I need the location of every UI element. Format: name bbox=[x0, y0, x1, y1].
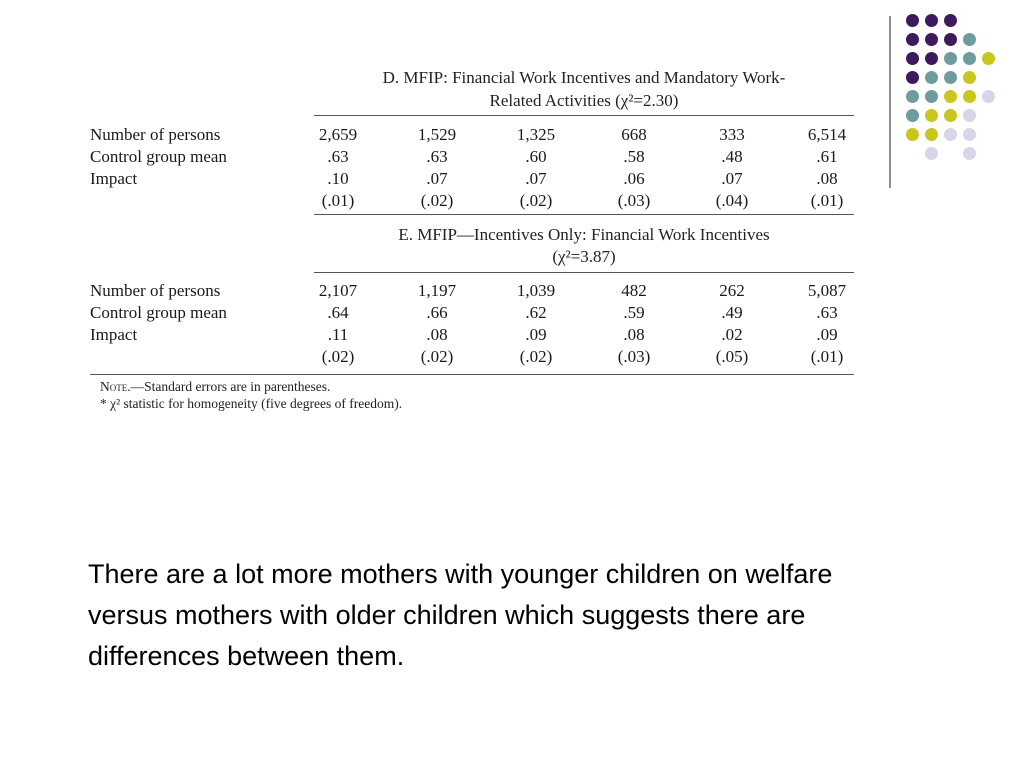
table-cell: (.01) bbox=[321, 191, 355, 210]
table-cell: (.02) bbox=[420, 191, 454, 210]
panel-d-title-line1: D. MFIP: Financial Work Incentives and Mandatory Work- bbox=[382, 68, 786, 87]
decorative-dot bbox=[982, 90, 995, 103]
decorative-dot bbox=[925, 33, 938, 46]
decorative-dot bbox=[906, 109, 919, 122]
footnote: * χ² statistic for homogeneity (five degrees of freedom). bbox=[100, 396, 403, 411]
table-cell: 1,529 bbox=[417, 125, 457, 144]
table-cell: .64 bbox=[327, 303, 349, 322]
row-label-control: Control group mean bbox=[90, 303, 227, 322]
decorative-dot bbox=[944, 109, 957, 122]
row-label-impact: Impact bbox=[90, 325, 138, 344]
panel-d-bottom-rule bbox=[314, 214, 854, 215]
row-label-persons: Number of persons bbox=[90, 281, 221, 300]
table-cell: (.02) bbox=[519, 347, 553, 366]
table-cell: 668 bbox=[621, 125, 647, 144]
table-cell: .08 bbox=[816, 169, 838, 188]
table-cell: (.02) bbox=[519, 191, 553, 210]
table-note bbox=[100, 378, 402, 412]
table-cell: .08 bbox=[623, 325, 645, 344]
decorative-dot bbox=[925, 128, 938, 141]
table-cell: .58 bbox=[623, 147, 645, 166]
table-cell: .49 bbox=[721, 303, 743, 322]
decorative-dot bbox=[906, 90, 919, 103]
panel-d-rule bbox=[314, 115, 854, 116]
table-cell: .09 bbox=[525, 325, 547, 344]
table-cell: .06 bbox=[623, 169, 645, 188]
table-cell: .11 bbox=[327, 325, 349, 344]
decorative-dot bbox=[906, 128, 919, 141]
decorative-dot bbox=[925, 71, 938, 84]
table-cell: .07 bbox=[721, 169, 743, 188]
panel-e-title-line1: E. MFIP—Incentives Only: Financial Work Incentives bbox=[398, 225, 770, 244]
decorative-dot bbox=[963, 90, 976, 103]
table-cell: .02 bbox=[721, 325, 743, 344]
table-bottom-rule bbox=[90, 374, 854, 375]
table-cell: (.02) bbox=[420, 347, 454, 366]
decorative-dot bbox=[944, 90, 957, 103]
table-cell: .63 bbox=[816, 303, 838, 322]
row-label-persons: Number of persons bbox=[90, 125, 221, 144]
table-cell: 5,087 bbox=[807, 281, 847, 300]
decorative-dot bbox=[925, 14, 938, 27]
decorative-dot bbox=[925, 147, 938, 160]
table-cell: .62 bbox=[525, 303, 547, 322]
table-cell: (.05) bbox=[715, 347, 749, 366]
decorative-dot bbox=[906, 33, 919, 46]
decorative-divider bbox=[889, 16, 891, 188]
table-cell: (.04) bbox=[715, 191, 749, 210]
decorative-dot bbox=[963, 128, 976, 141]
table-cell: (.01) bbox=[810, 347, 844, 366]
table-cell: 1,197 bbox=[417, 281, 457, 300]
table-cell: .10 bbox=[327, 169, 349, 188]
table-cell: 482 bbox=[621, 281, 647, 300]
decorative-dot bbox=[944, 52, 957, 65]
table-cell: 1,039 bbox=[516, 281, 556, 300]
row-label-impact: Impact bbox=[90, 169, 138, 188]
panel-e-rule bbox=[314, 272, 854, 273]
decorative-dot bbox=[944, 33, 957, 46]
decorative-dot bbox=[963, 52, 976, 65]
decorative-dot bbox=[982, 52, 995, 65]
table-cell: .08 bbox=[426, 325, 448, 344]
table-cell: .09 bbox=[816, 325, 838, 344]
decorative-dot-grid bbox=[906, 14, 1006, 164]
decorative-dot bbox=[906, 52, 919, 65]
decorative-dot bbox=[925, 109, 938, 122]
table-cell: .61 bbox=[816, 147, 838, 166]
slide-caption: There are a lot more mothers with younger children on welfare versus mothers with older children which suggests there are differences between them. bbox=[88, 559, 833, 671]
panel-d-row-labels bbox=[90, 124, 227, 190]
decorative-dot bbox=[963, 109, 976, 122]
panel-e-row-labels bbox=[90, 280, 227, 346]
decorative-dot bbox=[963, 147, 976, 160]
table-cell: .07 bbox=[525, 169, 547, 188]
decorative-dot bbox=[906, 71, 919, 84]
table-cell: .63 bbox=[327, 147, 349, 166]
table-cell: .66 bbox=[426, 303, 448, 322]
table-cell: (.03) bbox=[617, 191, 651, 210]
decorative-dot bbox=[925, 90, 938, 103]
table-cell: .63 bbox=[426, 147, 448, 166]
table-cell: .07 bbox=[426, 169, 448, 188]
table-cell: .59 bbox=[623, 303, 645, 322]
table-cell: 333 bbox=[719, 125, 745, 144]
note-text: —Standard errors are in parentheses. bbox=[130, 379, 331, 394]
decorative-dot bbox=[963, 71, 976, 84]
panel-e-title-line2: (χ²=3.87) bbox=[552, 247, 616, 266]
table-cell: 6,514 bbox=[807, 125, 847, 144]
table-cell: 262 bbox=[719, 281, 745, 300]
decorative-dot bbox=[906, 14, 919, 27]
table-cell: (.03) bbox=[617, 347, 651, 366]
note-label: Note. bbox=[100, 379, 131, 394]
table-cell: .48 bbox=[721, 147, 743, 166]
table-cell: (.01) bbox=[810, 191, 844, 210]
decorative-dot bbox=[944, 128, 957, 141]
decorative-dot bbox=[925, 52, 938, 65]
row-label-control: Control group mean bbox=[90, 147, 227, 166]
table-cell: (.02) bbox=[321, 347, 355, 366]
table-cell: 2,659 bbox=[318, 125, 358, 144]
decorative-dot bbox=[944, 14, 957, 27]
table-cell: 1,325 bbox=[516, 125, 556, 144]
decorative-dot bbox=[963, 33, 976, 46]
table-cell: 2,107 bbox=[318, 281, 358, 300]
panel-d-title-line2: Related Activities (χ²=2.30) bbox=[489, 91, 679, 110]
decorative-dot bbox=[944, 71, 957, 84]
table-cell: .60 bbox=[525, 147, 547, 166]
